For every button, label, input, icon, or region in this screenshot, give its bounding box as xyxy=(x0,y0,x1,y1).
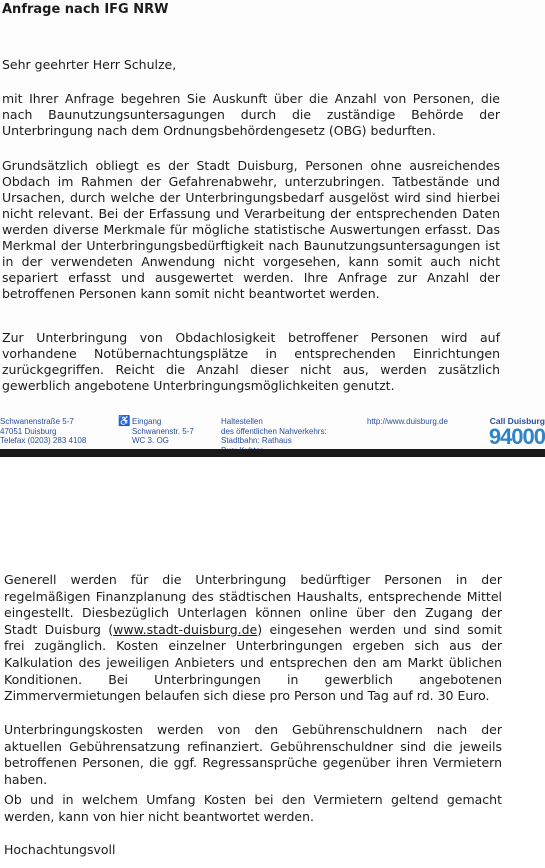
paragraph-accommodation: Zur Unterbringung von Obdachlosigkeit betroffener Personen wird auf vorhandene Notübernachtungsplätze in entsprechenden Einrichtungen zurückgegriffen. Reicht die Anzahl dieser nicht aus, werden zusätzlich gewerblich angebotene Unterbringungsmöglichkeiten genutzt. xyxy=(2,330,500,393)
footer-url[interactable]: http://www.duisburg.de xyxy=(367,417,448,426)
paragraph-fees: Unterbringungskosten werden von den Gebührenschuldnern nach der aktuellen Gebührensatzung refinanziert. Gebührenschuldner sind die jeweils betroffenen Personen, die ggf. Regressansprüche gegenüber ihren Vermietern haben. xyxy=(4,722,502,787)
letter-title: Anfrage nach IFG NRW xyxy=(2,2,169,17)
call-number: 94000 xyxy=(488,423,545,449)
call-title: Call Duisburg xyxy=(489,416,545,426)
wheelchair-icon: ♿ xyxy=(118,416,131,427)
paragraph-request: mit Ihrer Anfrage begehren Sie Auskunft über die Anzahl von Personen, die nach Baunutzungsuntersagungen durch die zuständige Behörde der Unterbringung nach dem Ordnungsbehördengesetz (OBG) bedurften. xyxy=(2,91,500,138)
letter-page-1: Anfrage nach IFG NRW Sehr geehrter Herr Schulze, mit Ihrer Anfrage begehren Sie Auskunft über die Anzahl von Personen, die nach Baunutzungsuntersagungen durch die zuständige Behörde der Unterbringung nach dem Ordnungsbehördengesetz (OBG) bedurften. Grundsätzlich obliegt es der Stadt Duisburg, Personen ohne ausreichendes Obdach im Rahmen der Gefahrenabwehr, unterzubringen. Tatbestände und Ursachen, durch welche der Unterbringungsbedarf ausgelöst wird sind hierbei nicht relevant. Bei der Erfassung und Verarbeitung der entsprechenden Daten werden diverse Merkmale für mögliche statistische Auswertungen erfasst. Das Merkmal der Unterbringungsbedürftigkeit nach Baunutzungsuntersagungen ist in der verwendeten Anwendung nicht vorgesehen, kann somit auch nicht separiert erfasst und ausgewertet werden. Ihre Anfrage zur Anzahl der betroffenen Personen kann somit nicht beantwortet werden. Zur Unterbringung von Obdachlosigkeit betroffener Personen wird auf vorhandene Notübernachtungsplätze in entsprechenden Einrichtungen zurückgegriffen. Reicht die Anzahl dieser nicht aus, werden zusätzlich gewerblich angebotene Unterbringungsmöglichkeiten genutzt. Schwanenstraße 5-7 47051 Duisburg Telefax (0203) 283 4108 ♿ Eingang Schwanenstr. 5-7 WC 3. OG Haltestellen des öffentlichen Nahverkehrs: Stadtbahn: Rathaus http://www.duisburg.de Call Duisburg 94000 xyxy=(0,0,545,449)
footer-address: Schwanenstraße 5-7 47051 Duisburg Telefax (0203) 283 4108 xyxy=(0,417,87,445)
salutation: Sehr geehrter Herr Schulze, xyxy=(2,57,177,72)
paragraph-costs: Ob und in welchem Umfang Kosten bei den Vermietern geltend gemacht werden, kann von hier nicht beantwortet werden. xyxy=(4,792,502,824)
closing: Hochachtungsvoll xyxy=(4,842,116,857)
call-duisburg-logo xyxy=(478,417,545,447)
paragraph-budget: Generell werden für die Unterbringung bedürftiger Personen in der regelmäßigen Finanzplanung des städtischen Haushalts, entsprechende Mittel eingestellt. Diesbezüglich Unterlagen können online über den Zugang der Stadt Duisburg (www.stadt-duisburg.de) eingesehen werden und sind somit frei zugänglich. Kosten einzelner Unterbringungen ergeben sich aus der Kalkulation des jeweiligen Anbieters und entsprechen den am Markt üblichen Konditionen. Bei Unterbringungen in gewerblich angebotenen Zimmervermietungen belaufen sich diese pro Person und Tag auf rd. 30 Euro. xyxy=(4,572,503,704)
footer-transit: Haltestellen des öffentlichen Nahverkehrs: Stadtbahn: Rathaus xyxy=(221,417,327,445)
page-separator xyxy=(0,449,545,457)
stadt-duisburg-link[interactable]: www.stadt-duisburg.de xyxy=(113,621,258,637)
paragraph-responsibility: Grundsätzlich obliegt es der Stadt Duisburg, Personen ohne ausreichendes Obdach im Rahmen der Gefahrenabwehr, unterzubringen. Tatbestände und Ursachen, durch welche der Unterbringungsbedarf ausgelöst wird sind hierbei nicht relevant. Bei der Erfassung und Verarbeitung der entsprechenden Daten werden diverse Merkmale für mögliche statistische Auswertungen erfasst. Das Merkmal der Unterbringungsbedürftigkeit nach Baunutzungsuntersagungen ist in der verwendeten Anwendung nicht vorgesehen, kann somit auch nicht separiert erfasst und ausgewertet werden. Ihre Anfrage zur Anzahl der betroffenen Personen kann somit nicht beantwortet werden. xyxy=(2,158,500,301)
